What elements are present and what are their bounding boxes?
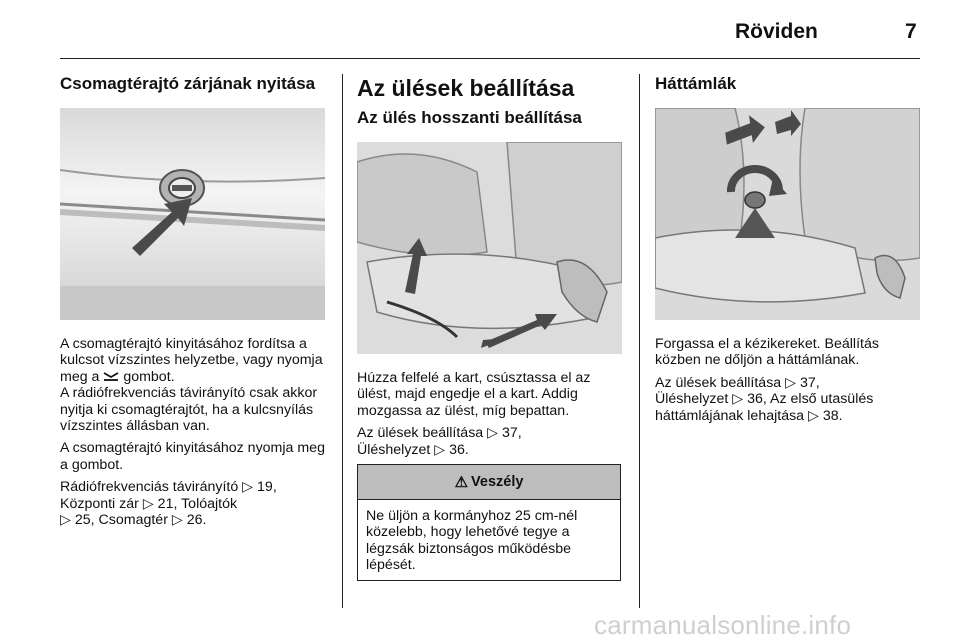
ref-text: 25, Csomagtér	[70, 512, 172, 529]
ref-text: Üléshelyzet	[655, 391, 733, 408]
warning-box	[357, 464, 621, 581]
reference-arrow-icon: ▷	[785, 374, 797, 391]
trunk-paragraph-2: A rádiófrekvenciás távirányító csak akkor nyitja ki csomagtérajtót, ha a kulcsnyílás vízszintes állásban van.	[60, 385, 318, 435]
reference-arrow-icon: ▷	[487, 425, 499, 442]
seat-references	[357, 425, 625, 458]
reference-arrow-icon: ▷	[434, 441, 446, 458]
backrest-paragraph-1: Forgassa el a kézikereket. Beállítás közben ne dőljön a háttámlának.	[655, 336, 879, 369]
ref-text: 37,	[498, 425, 522, 442]
reference-arrow-icon: ▷	[171, 512, 183, 529]
backrest-recline-illustration-icon	[655, 108, 920, 320]
seat-paragraph-1: Húzza felfelé a kart, csúsztassa el az ülést, majd engedje el a kart. Addig mozgassa az ülést, míg bepattan.	[357, 370, 591, 419]
ref-text: 37,	[796, 374, 820, 391]
section-title-trunk: Csomagtérajtó zárjának nyitása	[60, 74, 316, 93]
column-seat-adjust	[357, 74, 625, 581]
reference-arrow-icon: ▷	[732, 391, 744, 408]
reference-arrow-icon: ▷	[808, 407, 819, 424]
watermark: carmanualsonline.info	[594, 610, 852, 640]
backrest-references	[655, 375, 923, 424]
reference-arrow-icon: ▷	[60, 512, 71, 529]
ref-text: 38.	[818, 407, 843, 424]
ref-text: 21, Tolóajtók	[153, 495, 238, 512]
trunk-paragraph-1-text-b: gombot.	[119, 368, 175, 385]
ref-text: 36, Az első utasülés háttámlájának lehajtása	[655, 391, 874, 424]
trunk-paragraph-1	[60, 336, 328, 434]
ref-text: Rádiófrekvenciás távirányító	[60, 479, 243, 496]
trunk-lock-illustration-icon	[60, 108, 325, 320]
trunk-paragraph-1-text-a: A csomagtérajtó kinyitásához fordítsa a kulcsot vízszintes helyzetbe, vagy nyomja meg a	[60, 336, 323, 385]
subsection-title-longitudinal: Az ülés hosszanti beállítása	[357, 108, 582, 127]
page-header	[0, 0, 960, 60]
ref-text: 19,	[253, 479, 277, 496]
trunk-lock-figure	[60, 108, 325, 320]
trunk-paragraph-3: A csomagtérajtó kinyitásához nyomja meg a gombot.	[60, 440, 325, 473]
header-rule	[60, 58, 920, 59]
column-backrests	[655, 74, 923, 430]
section-title-seats: Az ülések beállítása	[357, 75, 575, 101]
ref-text: Központi zár	[60, 495, 143, 512]
seat-slide-illustration-icon	[357, 142, 622, 354]
ref-text: Üléshelyzet	[357, 441, 435, 458]
column-divider-1	[342, 74, 343, 608]
trunk-button-icon	[103, 369, 119, 385]
ref-text: Az ülések beállítása	[357, 425, 488, 442]
column-trunk-lock	[60, 74, 328, 535]
ref-text: 26.	[182, 512, 207, 529]
warning-title: Veszély	[471, 474, 524, 491]
ref-text: Az ülések beállítása	[655, 374, 786, 391]
page-title: Röviden	[735, 20, 818, 43]
trunk-references	[60, 479, 328, 528]
reference-arrow-icon: ▷	[242, 479, 254, 496]
section-title-backrests: Háttámlák	[655, 74, 737, 93]
warning-triangle-icon: ⚠	[454, 474, 469, 492]
warning-header	[358, 465, 620, 500]
page-number: 7	[905, 20, 917, 43]
ref-text: 36.	[445, 441, 469, 458]
column-divider-2	[639, 74, 640, 608]
warning-text: Ne üljön a kormányhoz 25 cm-nél közelebb, hogy lehetővé tegye a légzsák biztonságos működésbe lépését.	[366, 508, 578, 574]
backrest-figure	[655, 108, 920, 320]
reference-arrow-icon: ▷	[142, 495, 154, 512]
seat-longitudinal-figure	[357, 142, 622, 354]
